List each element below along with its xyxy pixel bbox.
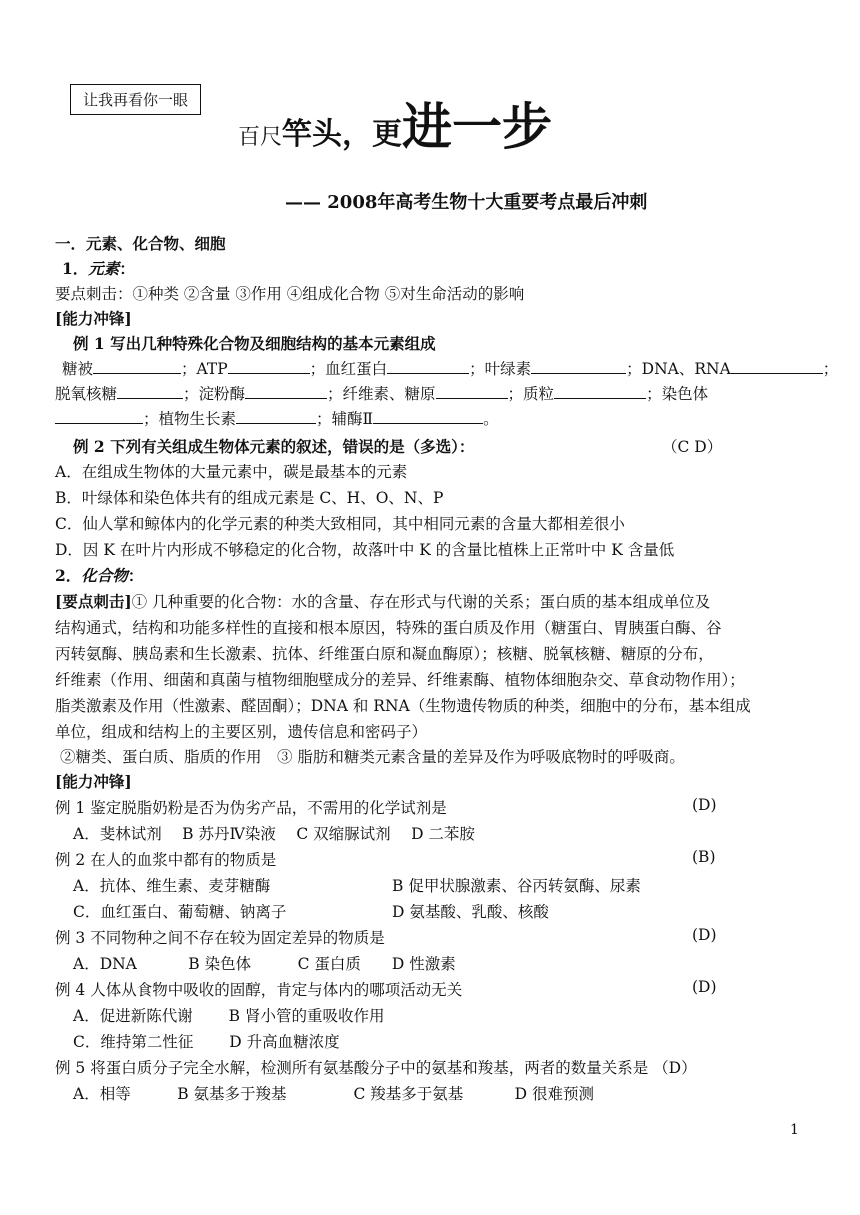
subsection-2-num: 2．	[55, 566, 82, 585]
fill-line-1	[62, 357, 838, 379]
example-2-text: 例 2 下列有关组成生物体元素的叙述，错误的是（多选）：	[73, 437, 475, 456]
question-4-answer: (D)	[692, 978, 717, 996]
fill-line-2	[55, 382, 708, 404]
example-2-answer: （C D）	[662, 438, 723, 456]
option-a: A．在组成生物体的大量元素中，碳是最基本的元素	[55, 463, 408, 481]
subsection-2	[55, 564, 143, 586]
fill-blank[interactable]	[731, 359, 823, 374]
key-paragraph-line-3: 丙转氨酶、胰岛素和生长激素、抗体、纤维蛋白原和凝血酶原）；核糖、脱氧核糖、糖原的分布，	[55, 645, 714, 663]
question-4-options-1: A．促进新陈代谢 B 肾小管的重吸收作用	[73, 1007, 385, 1025]
question-2-answer: (B)	[692, 848, 716, 866]
fill-blank[interactable]	[93, 359, 181, 374]
page-number: 1	[790, 1122, 799, 1138]
fill-label: ；血红蛋白	[309, 360, 388, 378]
subsection-1-colon: ：	[119, 259, 135, 278]
question-2: 例 2 在人的血浆中都有的物质是	[55, 851, 277, 869]
fill-label: ；植物生长素	[143, 410, 237, 428]
key-paragraph-line-7: ②糖类、蛋白质、脂质的作用 ③ 脂肪和糖类元素含量的差异及作为呼吸底物时的呼吸商。	[60, 748, 685, 766]
title-mid: 竿头，更	[282, 117, 403, 152]
fill-blank[interactable]	[554, 384, 646, 399]
subsection-2-word: 化合物	[81, 566, 128, 585]
section-heading: 一．元素、化合物、细胞	[55, 234, 226, 253]
fill-label: ；纤维素、糖原	[327, 385, 436, 403]
fill-label: ；	[822, 360, 839, 378]
fill-blank[interactable]	[531, 359, 626, 374]
example-1	[73, 332, 436, 354]
fill-blank[interactable]	[436, 384, 508, 399]
question-2-option-a: A．抗体、维生素、麦芽糖酶	[73, 877, 271, 895]
key-points: 要点刺击：①种类 ②含量 ③作用 ④组成化合物 ⑤对生命活动的影响	[55, 285, 525, 303]
key-text: ① 几种重要的化合物：水的含量、存在形式与代谢的关系；蛋白质的基本组成单位及	[131, 593, 711, 611]
fill-blank[interactable]	[228, 359, 310, 374]
subsection-1-num: 1．	[62, 259, 89, 278]
fill-blank[interactable]	[245, 384, 327, 399]
title-big: 进一步	[402, 97, 553, 156]
key-paragraph-line-6: 单位，组成和结构上的主要区别，遗传信息和密码子）	[55, 723, 428, 741]
question-1: 例 1 鉴定脱脂奶粉是否为伪劣产品，不需用的化学试剂是	[55, 799, 447, 817]
question-2-option-c: C．血红蛋白、葡萄糖、钠离子	[73, 903, 287, 921]
fill-label: 脱氧核糖	[55, 385, 118, 403]
fill-blank[interactable]	[236, 409, 316, 424]
subsection-1-word: 元素	[88, 259, 120, 278]
subsection-2-colon: ：	[127, 566, 144, 585]
fill-label: ；染色体	[646, 385, 709, 403]
header-box-label: 让我再看你一眼	[70, 84, 201, 115]
question-4-options-2: C．维持第二性征 D 升高血糖浓度	[73, 1033, 340, 1051]
fill-label: ；质粒	[507, 385, 555, 403]
fill-label: ；ATP	[181, 360, 228, 378]
option-c: C．仙人掌和鲸体内的化学元素的种类大致相同，其中相同元素的含量大都相差很小	[55, 515, 625, 533]
question-3: 例 3 不同物种之间不存在较为固定差异的物质是	[55, 929, 385, 947]
question-3-answer: (D)	[692, 926, 717, 944]
question-1-options: A．斐林试剂 B 苏丹Ⅳ染液 C 双缩脲试剂 D 二苯胺	[73, 825, 475, 843]
option-d: D．因 K 在叶片内形成不够稳定的化合物，故落叶中 K 的含量比植株上正常叶中 K 含量低	[55, 541, 675, 559]
ability-heading-2: [能力冲锋]	[55, 772, 132, 791]
example-1-text: 例 1 写出几种特殊化合物及细胞结构的基本元素组成	[73, 334, 436, 353]
title-small: 百尺	[238, 125, 283, 150]
fill-blank[interactable]	[373, 409, 483, 424]
fill-label: ；叶绿素	[469, 360, 532, 378]
fill-label: ；淀粉酶	[183, 385, 246, 403]
key-paragraph-line-2: 结构通式，结构和功能多样性的直接和根本原因，特殊的蛋白质及作用（糖蛋白、胃胰蛋白酶、谷	[55, 619, 722, 637]
fill-blank[interactable]	[117, 384, 183, 399]
fill-line-3	[55, 407, 499, 429]
question-1-answer: (D)	[692, 796, 717, 814]
question-4: 例 4 人体从食物中吸收的固醇，肯定与体内的哪项活动无关	[55, 981, 463, 999]
fill-label: 。	[483, 410, 499, 428]
key-label: [要点刺击]	[55, 592, 132, 611]
question-2-option-b: B 促甲状腺激素、谷丙转氨酶、尿素	[392, 877, 641, 895]
fill-label: ；辅酶Ⅱ	[316, 410, 374, 428]
fill-blank[interactable]	[387, 359, 469, 374]
key-paragraph-line-4: 纤维素（作用、细菌和真菌与植物细胞壁成分的差异、纤维素酶、植物体细胞杂交、草食动物作用）；	[55, 671, 745, 689]
page-subtitle: —— 2008年高考生物十大重要考点最后冲刺	[285, 192, 648, 213]
question-5: 例 5 将蛋白质分子完全水解，检测所有氨基酸分子中的氨基和羧基，两者的数量关系是 （D）	[55, 1059, 697, 1077]
fill-label: 糖被	[62, 360, 94, 378]
key-paragraph-line-5: 脂类激素及作用（性激素、醛固酮）；DNA 和 RNA（生物遗传物质的种类，细胞中的分布，基本组成	[55, 697, 751, 715]
example-2	[73, 435, 474, 457]
key-paragraph-line-1	[55, 590, 710, 612]
question-2-option-d: D 氨基酸、乳酸、核酸	[392, 903, 549, 921]
subsection-1	[62, 257, 135, 279]
fill-label: ；DNA、RNA	[626, 360, 731, 378]
page-title	[238, 92, 552, 174]
ability-heading: [能力冲锋]	[55, 309, 132, 328]
fill-blank[interactable]	[55, 409, 143, 424]
question-3-options: A．DNA B 染色体 C 蛋白质 D 性激素	[73, 955, 456, 973]
question-5-options: A．相等 B 氨基多于羧基 C 羧基多于氨基 D 很难预测	[73, 1085, 595, 1103]
option-b: B．叶绿体和染色体共有的组成元素是 C、H、O、N、P	[55, 489, 444, 507]
